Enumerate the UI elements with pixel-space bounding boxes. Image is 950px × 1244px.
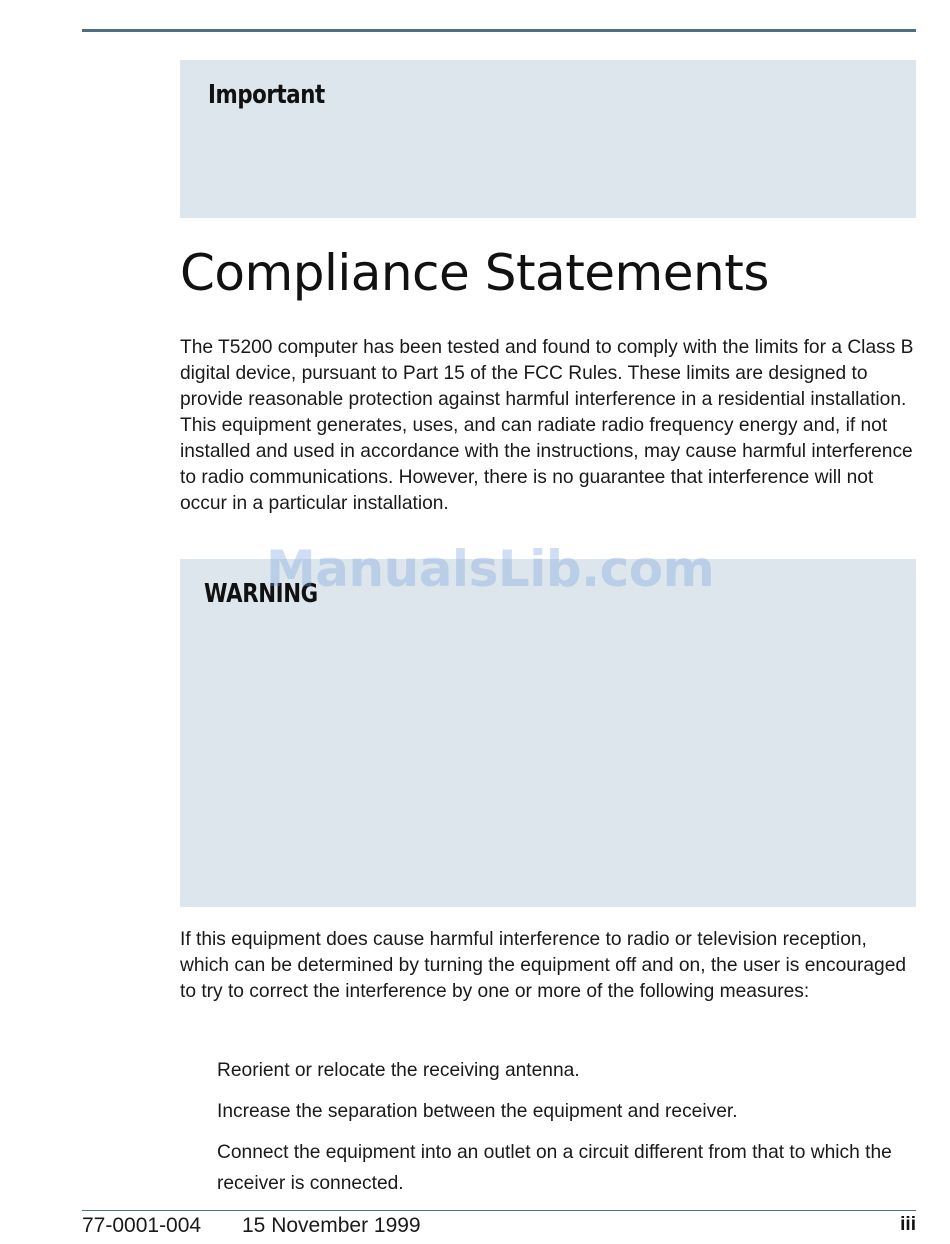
- list-item: Reorient or relocate the receiving antenna.: [217, 1060, 580, 1081]
- list-item: Connect the equipment into an outlet on a circuit different from that to which the receiver is connected.: [217, 1142, 892, 1194]
- warning-title: WARNING: [204, 579, 318, 609]
- footer-page-number: iii: [900, 1214, 916, 1235]
- watermark: ManualsLib.com: [266, 540, 715, 598]
- list-item: Increase the separation between the equipment and receiver.: [217, 1101, 738, 1122]
- footer-date: 15 November 1999: [242, 1214, 421, 1237]
- compliance-paragraph: The T5200 computer has been tested and found to comply with the limits for a Class B digital device, pursuant to Part 15 of the FCC Rules. These limits are designed to provide reasonable protection against harmful interference in a residential installation. This equipment generates, uses, and can radiate radio frequency energy and, if not installed and used in accordance with the instructions, may cause harmful interference to radio communications. However, there is no guarantee that interference will not occur in a particular installation.: [180, 337, 914, 514]
- header-rule: [82, 29, 916, 32]
- warning-box: [180, 559, 916, 907]
- important-title: Important: [208, 80, 325, 110]
- measures-list: [217, 1055, 917, 1209]
- interference-paragraph: If this equipment does cause harmful interference to radio or television reception, which can be determined by turning the equipment off and on, the user is encouraged to try to correct the interference by one or more of the following measures:: [180, 929, 907, 1002]
- footer-rule: [82, 1210, 916, 1211]
- important-box: [180, 60, 916, 218]
- page-title: Compliance Statements: [180, 244, 769, 302]
- footer-doc-number: 77-0001-004: [82, 1214, 202, 1237]
